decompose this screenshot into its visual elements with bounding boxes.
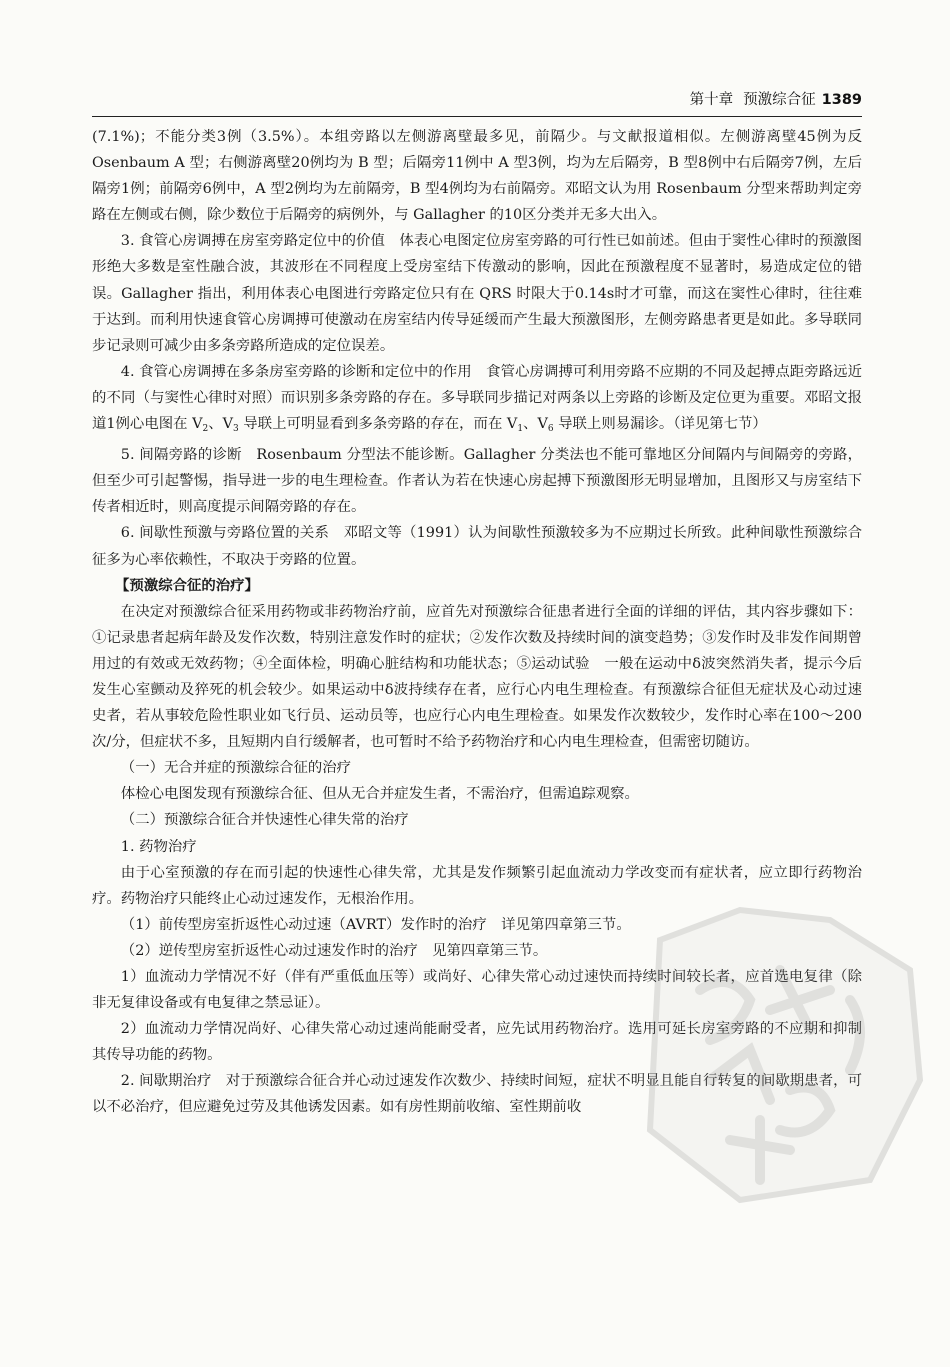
paragraph-4: 4. 食管心房调搏在多条房室旁路的诊断和定位中的作用 食管心房调搏可利用旁路不应期的不同及起搏点距旁路远近的不同（与窦性心律时对照）而识别多条旁路的存在。多导联同步描记对两条以上旁路的诊断及定位更为重要。邓昭文报道1例心电图在 $V_2$、$V_3$ 导联上可明显看到多条旁路的存在，而在 $V_1$、$V_6$ 导联上则易漏诊。（详见第七节） [92, 363, 862, 435]
page-number: 1389 [821, 92, 862, 108]
page-body [92, 124, 862, 1121]
subsection-heading: （二）预激综合征合并快速性心律失常的治疗 [120, 812, 409, 829]
subsection-heading: （一）无合并症的预激综合征的治疗 [120, 760, 352, 777]
section-heading: 【预激综合征的治疗】 [115, 576, 259, 594]
paragraph: 5. 间隔旁路的诊断 Rosenbaum 分型法不能诊断。Gallagher 分类法也不能可靠地区分间隔内与间隔旁的旁路，但至少可引起警惕，指导进一步的电生理检查。作者认为若在快速心房起搏下预激图形无明显增加，且图形又与房室结下传者相近时，则高度提示间隔旁路的存在。 [92, 447, 862, 516]
paragraph: 2）血流动力学情况尚好、心律失常心动过速尚能耐受者，应先试用药物治疗。选用可延长房室旁路的不应期和抑制其传导功能的药物。 [92, 1021, 862, 1064]
paragraph: （2）逆传型房室折返性心动过速发作时的治疗 见第四章第三节。 [120, 942, 548, 959]
paragraph: 2. 间歇期治疗 对于预激综合征合并心动过速发作次数少、持续时间短，症状不明显且能自行转复的间歇期患者，可以不必治疗，但应避免过劳及其他诱发因素。如有房性期前收缩、室性期前收 [92, 1073, 862, 1116]
running-header [0, 88, 862, 109]
paragraph: （1）前传型房室折返性心动过速（AVRT）发作时的治疗 详见第四章第三节。 [120, 916, 631, 933]
chapter-label: 第十章 [689, 92, 734, 108]
header-rule [92, 116, 862, 117]
paragraph: 6. 间歇性预激与旁路位置的关系 邓昭文等（1991）认为间歇性预激较多为不应期过长所致。此种间歇性预激综合征多为心率依赖性，不取决于旁路的位置。 [92, 525, 862, 568]
paragraph: 体检心电图发现有预激综合征、但从无合并症发生者，不需治疗，但需追踪观察。 [120, 786, 639, 803]
paragraph: (7.1%)；不能分类3例（3.5%）。本组旁路以左侧游离壁最多见，前隔少。与文献报道相似。左侧游离壁45例为反 Osenbaum A 型；右侧游离壁20例均为 B 型；后隔旁11例中 A 型3例，均为左后隔旁，B 型8例中右后隔旁7例，左后隔旁1例；前隔旁6例中，A 型2例均为左前隔旁，B 型4例均为右前隔旁。邓昭文认为用 Rosenbaum 分型来帮助判定旁路在左侧或右侧，除少数位于后隔旁的病例外，与 Gallagher 的10区分类并无多大出入。 [92, 129, 862, 224]
subsection-heading: 1. 药物治疗 [120, 838, 197, 855]
paragraph: 3. 食管心房调搏在房室旁路定位中的价值 体表心电图定位房室旁路的可行性已如前述。但由于窦性心律时的预激图形绝大多数是室性融合波，其波形在不同程度上受房室结下传激动的影响，因此在预激程度不显著时，易造成定位的错误。Gallagher 指出，利用体表心电图进行旁路定位只有在 QRS 时限大于0.14s时才可靠，而这在窦性心律时，往往难于达到。而利用快速食管心房调搏可使激动在房室结内传导延缓而产生最大预激图形，左侧旁路患者更是如此。多导联同步记录则可减少由多条旁路所造成的定位误差。 [92, 233, 862, 354]
paragraph: 由于心室预激的存在而引起的快速性心律失常，尤其是发作频繁引起血流动力学改变而有症状者，应立即行药物治疗。药物治疗只能终止心动过速发作，无根治作用。 [92, 864, 862, 907]
paragraph: 1）血流动力学情况不好（伴有严重低血压等）或尚好、心律失常心动过速快而持续时间较长者，应首选电复律（除非无复律设备或有电复律之禁忌证）。 [92, 969, 862, 1012]
chapter-title: 预激综合征 [743, 92, 816, 108]
paragraph: 在决定对预激综合征采用药物或非药物治疗前，应首先对预激综合征患者进行全面的详细的评估，其内容步骤如下：①记录患者起病年龄及发作次数，特别注意发作时的症状；②发作次数及持续时间的演变趋势；③发作时及非发作间期曾用过的有效或无效药物；④全面体检，明确心脏结构和功能状态；⑤运动试验 一般在运动中δ波突然消失者，提示今后发生心室颤动及猝死的机会较少。如果运动中δ波持续存在者，应行心内电生理检查。有预激综合征但无症状及心动过速史者，若从事较危险性职业如飞行员、运动员等，也应行心内电生理检查。如果发作次数较少，发作时心率在100～200次/分，但症状不多，且短期内自行缓解者，也可暂时不给予药物治疗和心内电生理检查，但需密切随访。 [92, 603, 862, 751]
